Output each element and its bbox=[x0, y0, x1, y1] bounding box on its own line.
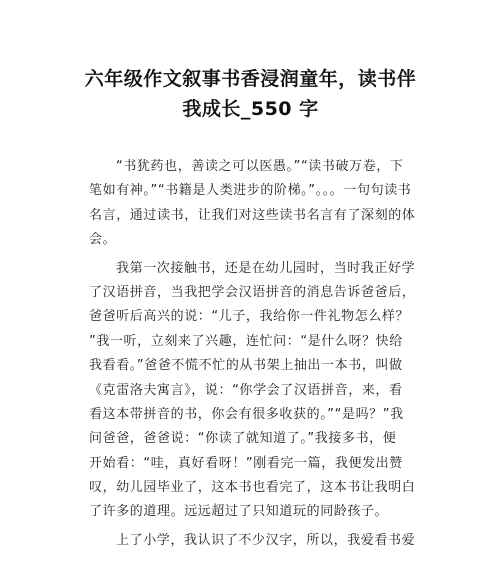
paragraph-1-line: 会。 bbox=[89, 232, 117, 248]
article-body bbox=[89, 155, 417, 553]
paragraph-2-line: 了许多的道理。远远超过了只知道玩的同龄孩子。 bbox=[89, 504, 389, 520]
paragraph-2-line: 看这本带拼音的书，你会有很多收获的。”“是吗？”我 bbox=[89, 406, 404, 422]
paragraph-2-line: 我第一次接触书，还是在幼儿园时，当时我正好学 bbox=[116, 260, 416, 276]
paragraph-2-line: 叹，幼儿园毕业了，这本书也看完了，这本书让我明白 bbox=[89, 480, 416, 496]
title-line-1: 六年级作文叙事书香浸润童年，读书伴 bbox=[84, 68, 417, 90]
paragraph-2-line: ”我一听，立刻来了兴趣，连忙问：“是什么呀？快给 bbox=[89, 333, 403, 349]
paragraph-2-line: 了汉语拼音，当我把学会汉语拼音的消息告诉爸爸后， bbox=[89, 284, 416, 300]
paragraph-2-line: 开始看：“哇，真好看呀！”刚看完一篇，我便发出赞 bbox=[89, 455, 403, 471]
paragraph-2-line: 问爸爸，爸爸说：“你读了就知道了。”我接多书，便 bbox=[89, 431, 397, 447]
paragraph-1-line: 笔如有神。”“书籍是人类进步的阶梯。”。。。一句句读书 bbox=[89, 183, 412, 199]
paragraph-2-line: 我看看。”爸爸不慌不忙的从书架上抽出一本书，叫做 bbox=[89, 358, 403, 374]
paragraph-2-line: 爸爸听后高兴的说：“儿子，我给你一件礼物怎么样？ bbox=[89, 309, 410, 325]
paragraph-2-line: 《克雷洛夫寓言》，说：“你学会了汉语拼音，来，看 bbox=[89, 382, 403, 398]
paragraph-3-line: 上了小学，我认识了不少汉字，所以，我爱看书爱 bbox=[116, 532, 416, 548]
paragraph-1-line: 名言，通过读书，让我们对这些读书名言有了深刻的体 bbox=[89, 207, 416, 223]
title-line-2: 我成长_550 字 bbox=[182, 98, 319, 120]
document-title bbox=[78, 64, 423, 124]
paragraph-1-line: “书犹药也，善读之可以医愚。”“读书破万卷，下 bbox=[116, 159, 404, 174]
